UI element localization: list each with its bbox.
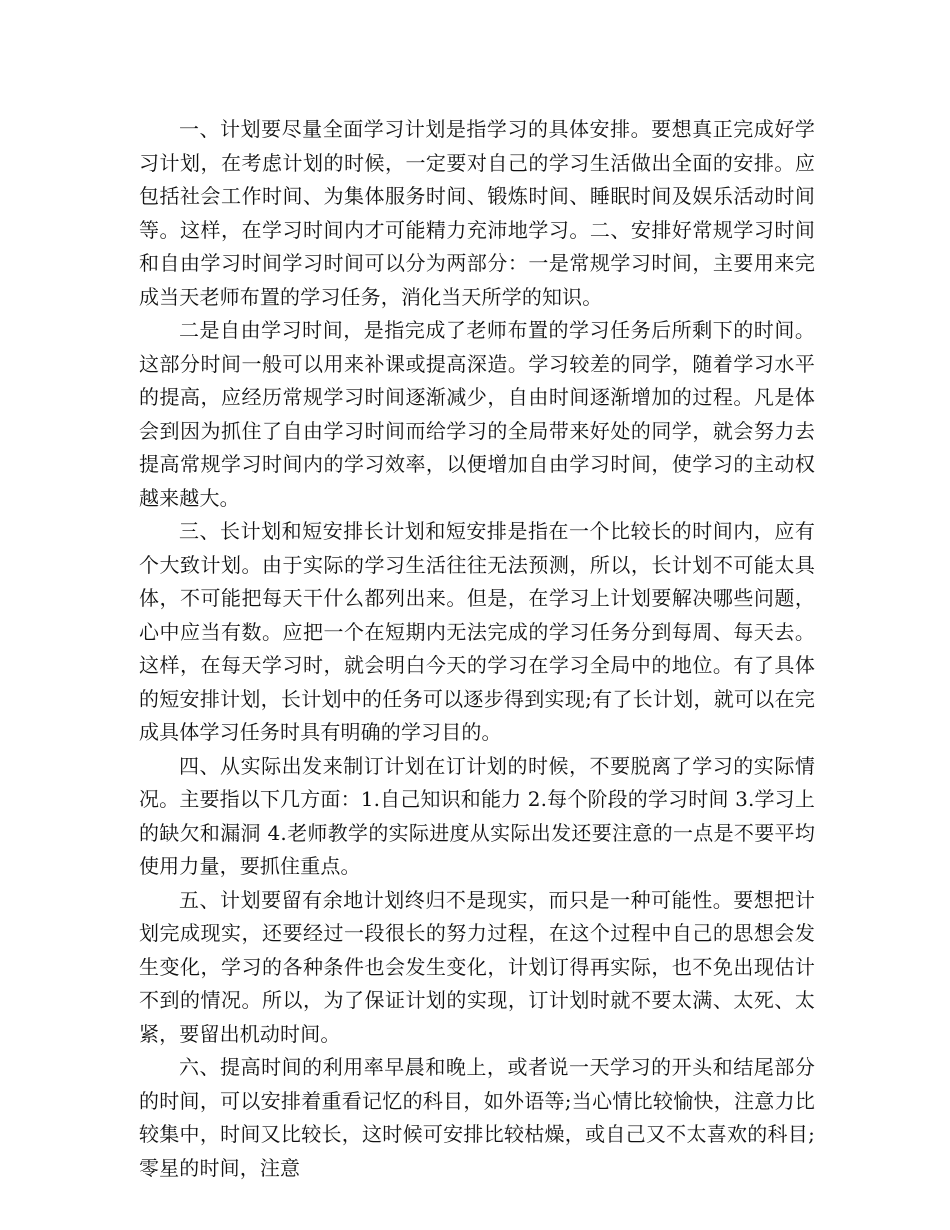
document-body — [139, 113, 815, 1185]
paragraph-1: 一、计划要尽量全面学习计划是指学习的具体安排。要想真正完成好学习计划，在考虑计划的时候，一定要对自己的学习生活做出全面的安排。应包括社会工作时间、为集体服务时间、锻炼时间、睡眠时间及娱乐活动时间等。这样，在学习时间内才可能精力充沛地学习。二、安排好常规学习时间和自由学习时间学习时间可以分为两部分：一是常规学习时间，主要用来完成当天老师布置的学习任务，消化当天所学的知识。 — [139, 117, 815, 309]
paragraph-6: 六、提高时间的利用率早晨和晚上，或者说一天学习的开头和结尾部分的时间，可以安排着重看记忆的科目，如外语等;当心情比较愉快，注意力比较集中，时间又比较长，这时候可安排比较枯燥，或自己又不太喜欢的科目;零星的时间，注意 — [139, 1055, 815, 1180]
paragraph-5: 五、计划要留有余地计划终归不是现实，而只是一种可能性。要想把计划完成现实，还要经过一段很长的努力过程，在这个过程中自己的思想会发生变化，学习的各种条件也会发生变化，计划订得再实际，也不免出现估计不到的情况。所以，为了保证计划的实现，订计划时就不要太满、太死、太紧，要留出机动时间。 — [139, 887, 815, 1046]
paragraph-2: 二是自由学习时间，是指完成了老师布置的学习任务后所剩下的时间。这部分时间一般可以用来补课或提高深造。学习较差的同学，随着学习水平的提高，应经历常规学习时间逐渐减少，自由时间逐渐增加的过程。凡是体会到因为抓住了自由学习时间而给学习的全局带来好处的同学，就会努力去提高常规学习时间内的学习效率，以便增加自由学习时间，使学习的主动权越来越大。 — [139, 318, 815, 510]
paragraph-4: 四、从实际出发来制订计划在订计划的时候，不要脱离了学习的实际情况。主要指以下几方面：1.自己知识和能力 2.每个阶段的学习时间 3.学习上的缺欠和漏洞 4.老师教学的实际进度从实际出发还要注意的一点是不要平均使用力量，要抓住重点。 — [139, 753, 815, 878]
paragraph-3: 三、长计划和短安排长计划和短安排是指在一个比较长的时间内，应有个大致计划。由于实际的学习生活往往无法预测，所以，长计划不可能太具体，不可能把每天干什么都列出来。但是，在学习上计划要解决哪些问题，心中应当有数。应把一个在短期内无法完成的学习任务分到每周、每天去。这样，在每天学习时，就会明白今天的学习在学习全局中的地位。有了具体的短安排计划，长计划中的任务可以逐步得到实现;有了长计划，就可以在完成具体学习任务时具有明确的学习目的。 — [139, 519, 815, 744]
